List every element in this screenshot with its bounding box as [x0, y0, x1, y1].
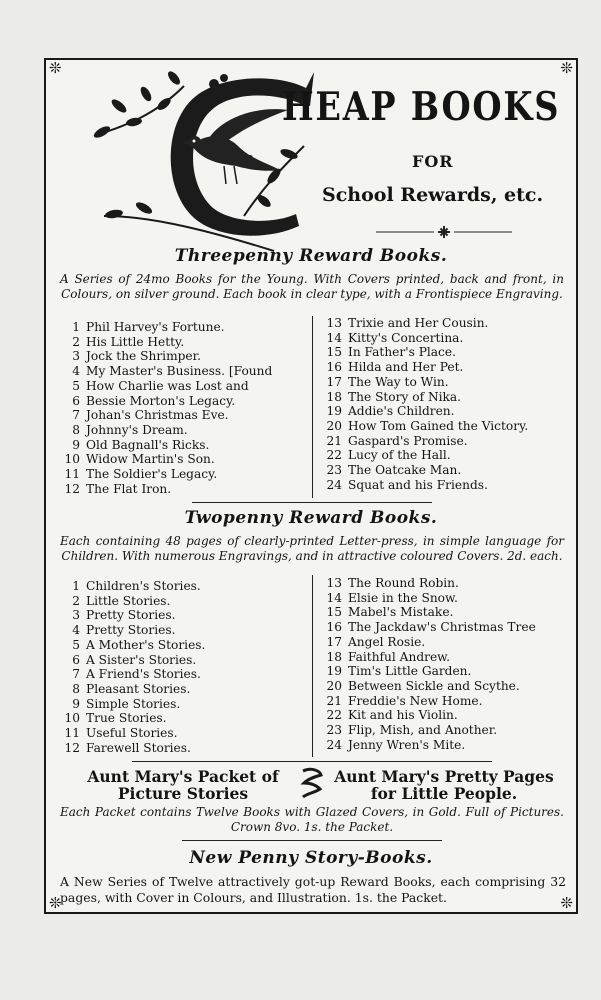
item-number: 9 — [72, 696, 80, 711]
item-title: The Jackdaw's Christmas Tree — [348, 620, 536, 635]
list-item — [52, 579, 318, 594]
item-number: 6 — [72, 652, 80, 667]
item-number: 11 — [64, 467, 80, 482]
item-title: His Little Hetty. — [86, 334, 185, 349]
list-item — [52, 711, 318, 726]
packet-ornament — [300, 767, 324, 801]
item-number: 16 — [326, 360, 342, 375]
item-title: Farewell Stories. — [86, 740, 191, 755]
item-number: 22 — [326, 708, 342, 723]
list-item — [314, 664, 576, 679]
item-title: Johan's Christmas Eve. — [86, 408, 229, 423]
list-item — [52, 682, 318, 697]
item-title: The Soldier's Legacy. — [86, 467, 218, 482]
list-item — [314, 419, 576, 434]
section-divider — [132, 761, 492, 762]
item-number: 23 — [326, 463, 342, 478]
corner-ornament: ❊ — [49, 894, 62, 912]
section-description-penny: A New Series of Twelve attractively got-up Reward Books, each comprising 32 pages, with Cover in Colours, and Illustration. 1s. the Packet. — [60, 874, 566, 905]
list-item — [52, 349, 318, 364]
item-title: In Father's Place. — [348, 345, 456, 360]
item-title: The Oatcake Man. — [348, 463, 462, 478]
item-number: 11 — [64, 726, 80, 741]
advertisement-page — [44, 58, 578, 914]
item-title: A Mother's Stories. — [86, 637, 206, 652]
list-item — [314, 738, 576, 753]
item-number: 22 — [326, 448, 342, 463]
list-item — [52, 667, 318, 682]
list-item — [314, 708, 576, 723]
section-divider — [182, 840, 442, 841]
list-item — [314, 316, 576, 331]
item-title: Lucy of the Hall. — [348, 448, 451, 463]
item-title: Tim's Little Garden. — [348, 664, 472, 679]
item-number: 21 — [326, 433, 342, 448]
item-number: 15 — [326, 345, 342, 360]
item-number: 8 — [72, 681, 80, 696]
item-number: 4 — [72, 623, 80, 638]
list-item — [52, 726, 318, 741]
list-item — [52, 408, 318, 423]
item-number: 5 — [72, 637, 80, 652]
item-number: 2 — [72, 334, 80, 349]
list-item — [52, 394, 318, 409]
item-title: Pretty Stories. — [86, 608, 176, 623]
list-item — [52, 452, 318, 467]
list-item — [52, 438, 318, 453]
item-number: 4 — [72, 364, 80, 379]
list-item — [314, 390, 576, 405]
column-divider — [312, 575, 313, 757]
list-item — [314, 345, 576, 360]
item-number: 19 — [326, 664, 342, 679]
list-item — [314, 591, 576, 606]
section-description-threepenny: A Series of 24mo Books for the Young. With Covers printed, back and front, in Colours, on silver ground. Each book in clear type, with a Frontispiece Engraving. — [60, 272, 564, 301]
item-title: Trixie and Her Cousin. — [348, 316, 489, 330]
item-title: How Tom Gained the Victory. — [348, 418, 529, 433]
list-item — [52, 467, 318, 482]
packet-pretty-pages: Aunt Mary's Pretty Pages for Little People. — [334, 767, 554, 803]
item-number: 7 — [72, 408, 80, 423]
list-item — [314, 375, 576, 390]
list-item — [314, 448, 576, 463]
item-title: Gaspard's Promise. — [348, 433, 468, 448]
item-title: Jenny Wren's Mite. — [348, 737, 466, 752]
threepenny-list-left — [52, 320, 318, 496]
list-item — [52, 697, 318, 712]
list-item — [52, 741, 318, 756]
list-item — [52, 594, 318, 609]
item-number: 2 — [72, 593, 80, 608]
list-item — [52, 320, 318, 335]
list-item — [314, 650, 576, 665]
item-title: Pleasant Stories. — [86, 681, 191, 696]
item-title: Squat and his Friends. — [348, 477, 488, 492]
item-number: 7 — [72, 667, 80, 682]
item-title: Kitty's Concertina. — [348, 330, 464, 345]
list-item — [52, 653, 318, 668]
item-title: Bessie Morton's Legacy. — [86, 393, 236, 408]
packet-picture-stories: Aunt Mary's Packet of Picture Stories — [87, 767, 279, 803]
item-number: 1 — [72, 579, 80, 593]
item-number: 5 — [72, 378, 80, 393]
section-divider — [192, 502, 432, 503]
section-title-threepenny: Threepenny Reward Books. — [174, 246, 448, 266]
page-title: HEAP BOOKS — [282, 84, 561, 130]
list-item — [52, 623, 318, 638]
item-title: Little Stories. — [86, 593, 171, 608]
section-title-twopenny: Twopenny Reward Books. — [184, 508, 438, 528]
item-title: Mabel's Mistake. — [348, 605, 454, 620]
item-title: How Charlie was Lost and — [86, 378, 249, 393]
list-item — [314, 463, 576, 478]
section-title-penny: New Penny Story-Books. — [189, 848, 433, 868]
item-number: 24 — [326, 737, 342, 752]
item-number: 6 — [72, 393, 80, 408]
list-item — [314, 331, 576, 346]
item-number: 3 — [72, 349, 80, 364]
corner-ornament: ❊ — [560, 59, 573, 77]
item-title: Simple Stories. — [86, 696, 181, 711]
twopenny-list-left — [52, 579, 318, 755]
item-number: 24 — [326, 477, 342, 492]
item-number: 12 — [64, 481, 80, 496]
item-title: Children's Stories. — [86, 579, 201, 593]
page-subtitle: School Rewards, etc. — [322, 184, 544, 206]
item-title: My Master's Business. [Found — [86, 364, 273, 379]
item-title: Johnny's Dream. — [86, 422, 188, 437]
list-item — [314, 694, 576, 709]
item-number: 14 — [326, 330, 342, 345]
item-title: Elsie in the Snow. — [348, 590, 458, 605]
item-title: Kit and his Violin. — [348, 708, 458, 723]
item-title: A Friend's Stories. — [86, 667, 201, 682]
item-number: 8 — [72, 422, 80, 437]
item-number: 23 — [326, 723, 342, 738]
item-title: Faithful Andrew. — [348, 649, 451, 664]
item-number: 12 — [64, 740, 80, 755]
list-item — [314, 679, 576, 694]
list-item — [52, 364, 318, 379]
title-for-word: FOR — [412, 152, 454, 171]
item-title: The Way to Win. — [348, 374, 449, 389]
item-number: 13 — [326, 576, 342, 590]
threepenny-list-right — [314, 316, 576, 492]
item-title: Useful Stories. — [86, 726, 178, 741]
item-title: Widow Martin's Son. — [86, 452, 215, 467]
list-item — [52, 379, 318, 394]
item-title: Angel Rosie. — [348, 634, 426, 649]
list-item — [52, 638, 318, 653]
item-title: Phil Harvey's Fortune. — [86, 320, 225, 334]
item-title: The Story of Nika. — [348, 389, 462, 404]
section-description-twopenny: Each containing 48 pages of clearly-printed Letter-press, in simple language for Children. With numerous Engravings, and in attractive coloured Covers. 2d. each. — [60, 534, 564, 563]
item-number: 21 — [326, 693, 342, 708]
item-title: A Sister's Stories. — [86, 652, 197, 667]
item-title: True Stories. — [86, 711, 167, 726]
packet-description: Each Packet contains Twelve Books with Glazed Covers, in Gold. Full of Pictures. Crown 8vo. 1s. the Packet. — [60, 805, 564, 834]
list-item — [52, 423, 318, 438]
item-title: Pretty Stories. — [86, 623, 176, 638]
item-number: 1 — [72, 320, 80, 334]
fleuron-divider — [376, 226, 512, 238]
item-title: Old Bagnall's Ricks. — [86, 437, 210, 452]
list-item — [314, 478, 576, 493]
item-number: 9 — [72, 437, 80, 452]
column-divider — [312, 316, 313, 498]
list-item — [314, 620, 576, 635]
item-number: 10 — [64, 711, 80, 726]
item-number: 18 — [326, 389, 342, 404]
twopenny-list-right — [314, 576, 576, 752]
item-number: 10 — [64, 452, 80, 467]
item-number: 14 — [326, 590, 342, 605]
item-title: Jock the Shrimper. — [86, 349, 201, 364]
item-number: 20 — [326, 418, 342, 433]
item-number: 3 — [72, 608, 80, 623]
list-item — [314, 605, 576, 620]
item-number: 13 — [326, 316, 342, 330]
list-item — [314, 434, 576, 449]
ornamental-initial-bird-illustration — [74, 66, 314, 256]
item-number: 15 — [326, 605, 342, 620]
list-item — [52, 608, 318, 623]
corner-ornament: ❊ — [560, 894, 573, 912]
item-title: The Round Robin. — [348, 576, 459, 590]
item-title: Freddie's New Home. — [348, 693, 483, 708]
list-item — [314, 404, 576, 419]
list-item — [314, 360, 576, 375]
item-number: 17 — [326, 634, 342, 649]
list-item — [52, 482, 318, 497]
item-number: 16 — [326, 620, 342, 635]
item-number: 18 — [326, 649, 342, 664]
item-number: 17 — [326, 374, 342, 389]
item-number: 20 — [326, 678, 342, 693]
item-title: Flip, Mish, and Another. — [348, 723, 498, 738]
item-title: Hilda and Her Pet. — [348, 360, 464, 375]
item-number: 19 — [326, 404, 342, 419]
item-title: The Flat Iron. — [86, 481, 172, 496]
item-title: Between Sickle and Scythe. — [348, 678, 520, 693]
item-title: Addie's Children. — [348, 404, 455, 419]
list-item — [314, 635, 576, 650]
list-item — [314, 723, 576, 738]
list-item — [52, 335, 318, 350]
list-item — [314, 576, 576, 591]
corner-ornament: ❊ — [49, 59, 62, 77]
